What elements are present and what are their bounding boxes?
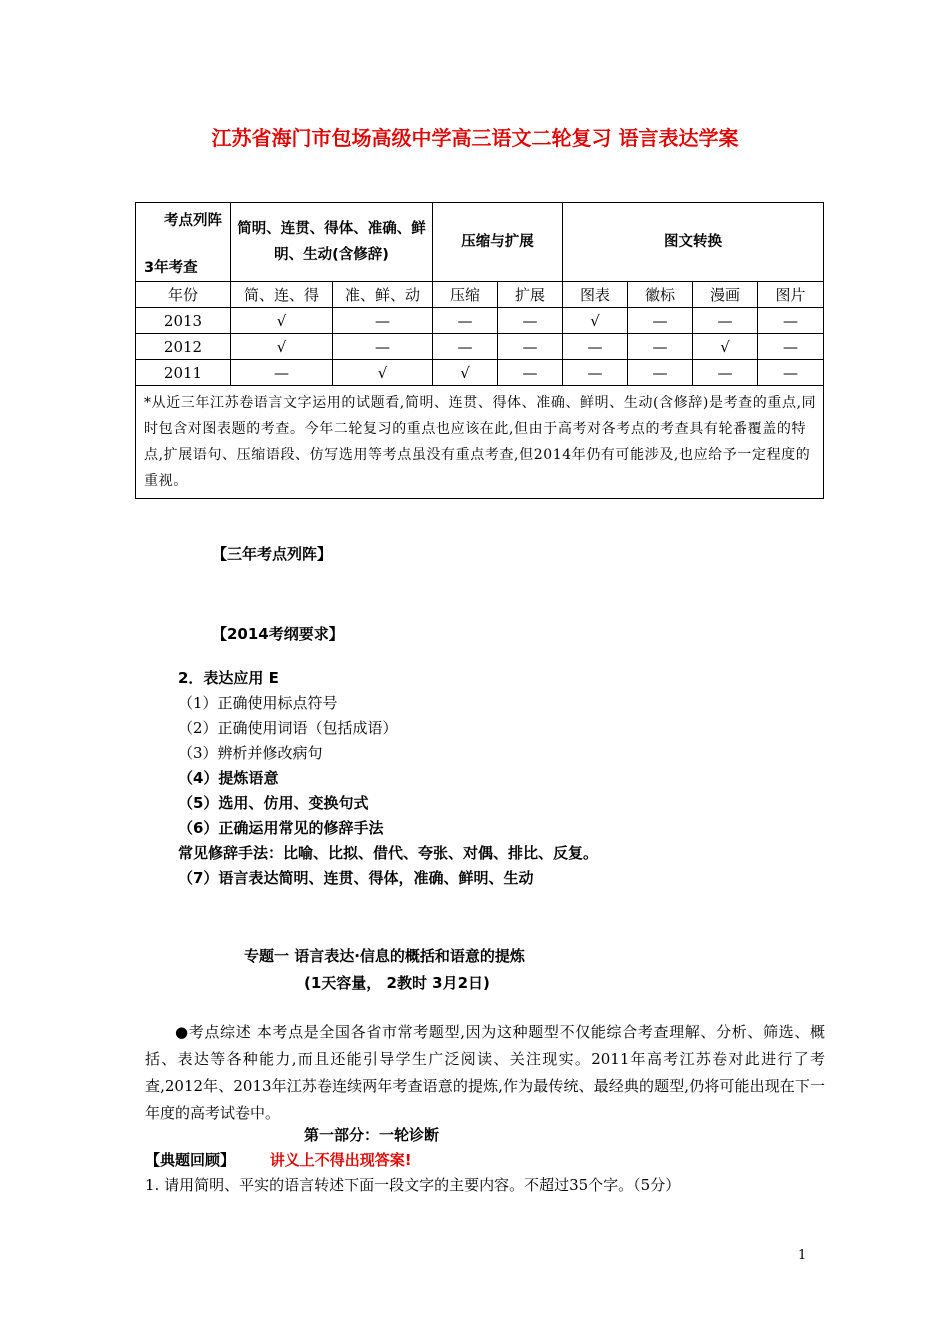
- group-header-compress-expand: 压缩与扩展: [433, 203, 563, 282]
- year-cell: 2012: [136, 334, 231, 360]
- subheader-cell: 简、连、得: [231, 282, 333, 308]
- no-answers-warning: 讲义上不得出现答案!: [269, 1151, 412, 1169]
- table-cell: √: [231, 334, 333, 360]
- question-1: 1. 请用简明、平实的语言转述下面一段文字的主要内容。不超过35个字。（5分）: [145, 1176, 681, 1194]
- table-cell: —: [333, 308, 433, 334]
- requirement-item: （1）正确使用标点符号: [178, 694, 338, 712]
- subheader-cell: 压缩: [433, 282, 498, 308]
- table-cell: —: [433, 334, 498, 360]
- table-cell: —: [498, 360, 563, 386]
- subheader-cell: 准、鲜、动: [333, 282, 433, 308]
- table-row: [136, 334, 824, 360]
- subheader-row: [136, 282, 824, 308]
- table-cell: —: [758, 334, 824, 360]
- table-cell: √: [231, 308, 333, 334]
- requirement-item: （3）辨析并修改病句: [178, 744, 323, 762]
- subheader-cell: 扩展: [498, 282, 563, 308]
- table-cell: —: [628, 334, 693, 360]
- table-note: *从近三年江苏卷语言文字运用的试题看,简明、连贯、得体、准确、鲜明、生动(含修辞)是考查的重点,同时包含对图表题的考查。今年二轮复习的重点也应该在此,但由于高考对各考点的考查具有轮番覆盖的特点,扩展语句、压缩语段、仿写选用等考点虽没有重点考查,但2014年仍有可能涉及,也应给予一定程度的重视。: [136, 386, 824, 499]
- subheader-cell: 年份: [136, 282, 231, 308]
- table-cell: —: [563, 334, 628, 360]
- table-cell: —: [758, 360, 824, 386]
- section-requirements-heading: 【2014考纲要求】: [212, 625, 344, 643]
- subheader-cell: 图表: [563, 282, 628, 308]
- overview-paragraph: ●考点综述 本考点是全国各省市常考题型,因为这种题型不仅能综合考查理解、分析、筛选、概括、表达等各种能力,而且还能引导学生广泛阅读、关注现实。2011年高考江苏卷对此进行了考查,2012年、2013年江苏卷连续两年考查语意的提炼,作为最传统、最经典的题型,仍将可能出现在下一年度的高考试卷中。: [145, 1023, 825, 1122]
- page-number: 1: [798, 1248, 807, 1263]
- subheader-cell: 徽标: [628, 282, 693, 308]
- subheader-cell: 图片: [758, 282, 824, 308]
- table-cell: —: [231, 360, 333, 386]
- table-cell: —: [758, 308, 824, 334]
- group-header-expression: 简明、连贯、得体、准确、鲜明、生动(含修辞): [231, 203, 433, 282]
- requirement-item: （5）选用、仿用、变换句式: [178, 794, 369, 812]
- requirement-item: （4）提炼语意: [178, 769, 279, 787]
- subheader-cell: 漫画: [693, 282, 758, 308]
- table-cell: √: [693, 334, 758, 360]
- table-cell: —: [693, 308, 758, 334]
- topic-title: 专题一 语言表达·信息的概括和语意的提炼: [244, 947, 525, 965]
- requirements-heading: 2．表达应用 E: [178, 669, 279, 687]
- exam-matrix-table: [135, 202, 824, 499]
- year-cell: 2011: [136, 360, 231, 386]
- rhetoric-note: 常见修辞手法：比喻、比拟、借代、夸张、对偶、排比、反复。: [178, 844, 599, 862]
- requirement-item: （6）正确运用常见的修辞手法: [178, 819, 384, 837]
- table-corner-cell: [136, 203, 231, 282]
- table-cell: —: [433, 308, 498, 334]
- corner-top-label: 考点列阵: [164, 213, 222, 229]
- table-cell: —: [628, 360, 693, 386]
- page-title: 江苏省海门市包场高级中学高三语文二轮复习 语言表达学案: [211, 126, 739, 150]
- table-cell: —: [498, 334, 563, 360]
- year-cell: 2013: [136, 308, 231, 334]
- requirement-item: （7）语言表达简明、连贯、得体，准确、鲜明、生动: [178, 869, 534, 887]
- table-row: [136, 308, 824, 334]
- table-cell: —: [333, 334, 433, 360]
- table-cell: —: [693, 360, 758, 386]
- review-label: 【典题回顾】: [145, 1151, 236, 1169]
- table-row: [136, 360, 824, 386]
- table-cell: √: [563, 308, 628, 334]
- part-heading: 第一部分：一轮诊断: [304, 1126, 440, 1144]
- section-matrix-heading: 【三年考点列阵】: [212, 545, 333, 563]
- corner-bottom-label: 3年考查: [144, 260, 198, 276]
- table-cell: —: [498, 308, 563, 334]
- group-header-graphic-text: 图文转换: [563, 203, 824, 282]
- topic-subtitle: (1天容量， 2教时 3月2日): [304, 974, 490, 992]
- table-cell: —: [563, 360, 628, 386]
- table-cell: —: [628, 308, 693, 334]
- requirement-item: （2）正确使用词语（包括成语）: [178, 719, 398, 737]
- table-cell: √: [433, 360, 498, 386]
- table-cell: √: [333, 360, 433, 386]
